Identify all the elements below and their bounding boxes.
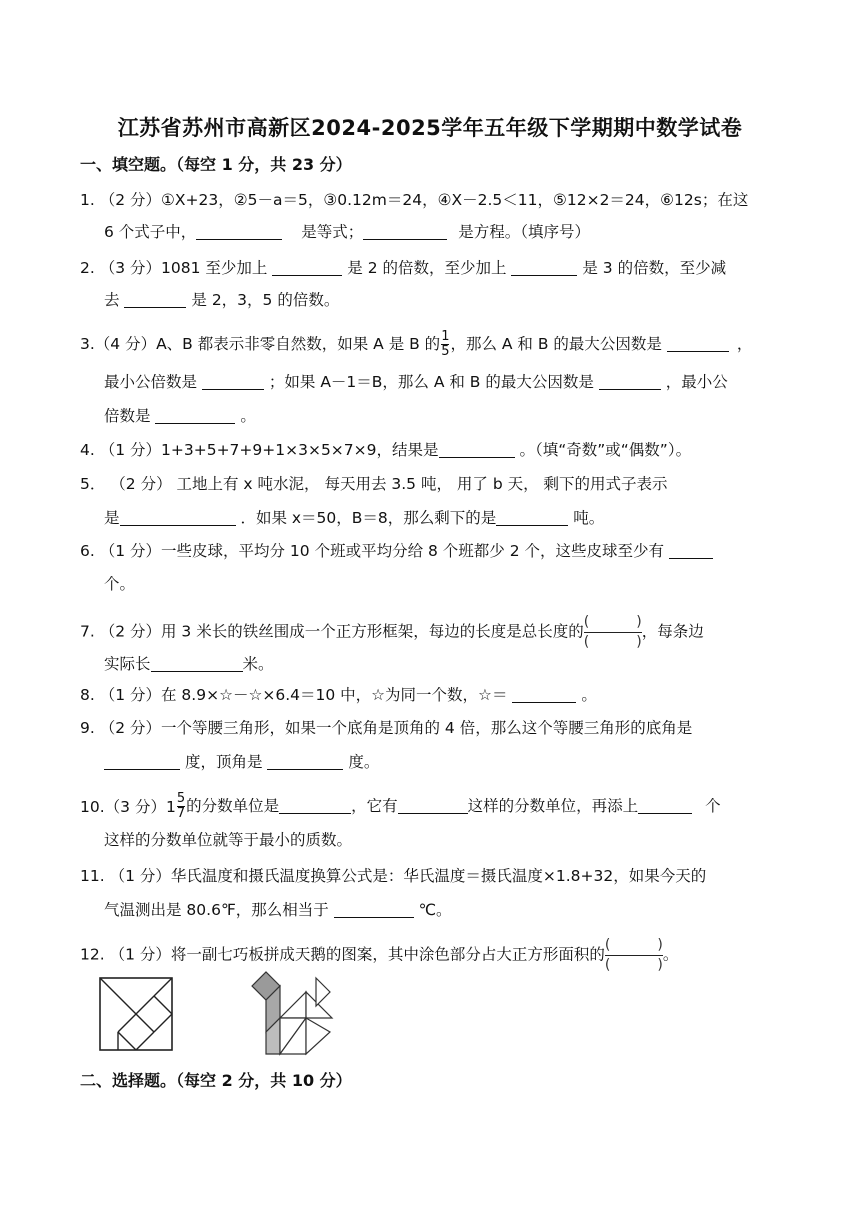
answer-blank[interactable] [151, 655, 243, 672]
question-11-line-1: 11. （1 分）华氏温度和摄氏温度换算公式是：华氏温度＝摄氏温度×1.8+32，如果今天的 [80, 867, 707, 885]
answer-blank[interactable] [398, 797, 468, 814]
question-1-line-1: 1. （2 分）①X+23，②5－a＝5，③0.12m＝24，④X－2.5＜11，⑤12×2＝24，⑥12s；在这 [80, 191, 749, 209]
tangram-swan-figure [246, 970, 346, 1058]
question-5-line-2: 是 ．如果 x＝50，B＝8，那么剩下的是 吨。 [104, 509, 605, 527]
answer-blank[interactable] [512, 686, 576, 703]
fraction-five-sevenths: $\frac{5}{7}$ [176, 791, 186, 821]
section-choice-heading: 二、选择题。（每空 2 分，共 10 分） [80, 1071, 352, 1090]
exam-title: 江苏省苏州市高新区2024-2025学年五年级下学期期中数学试卷 [117, 116, 743, 140]
section-fill-in-heading: 一、填空题。（每空 1 分，共 23 分） [80, 155, 352, 174]
answer-blank[interactable] [667, 335, 729, 352]
question-9-line-2: 度，顶角是 度。 [104, 752, 379, 772]
question-1-line-2: 6 个式子中， 是等式； 是方程。（填序号） [104, 223, 590, 241]
question-11-line-2: 气温测出是 80.6℉，那么相当于 ℃。 [104, 901, 452, 919]
question-2-line-1: 2. （3 分）1081 至少加上 是 2 的倍数，至少加上 是 3 的倍数，至少减 [80, 259, 727, 277]
question-6-line-2: 个。 [104, 575, 136, 593]
question-10-line-2: 这样的分数单位就等于最小的质数。 [104, 831, 353, 849]
answer-blank[interactable] [202, 373, 264, 390]
answer-blank[interactable] [196, 223, 282, 240]
question-4: 4. （1 分）1+3+5+7+9+1×3×5×7×9，结果是 。（填“奇数”或“偶数”）。 [80, 441, 692, 459]
question-7-line-2: 实际长 米。 [104, 655, 274, 673]
question-5-line-1: 5． （2 分） 工地上有 x 吨水泥， 每天用去 3.5 吨， 用了 b 天， 剩下的用式子表示 [80, 475, 668, 493]
question-7-line-1: 7. （2 分）用 3 米长的铁丝围成一个正方形框架，每边的长度是总长度的 ( ) ( ) ，每条边 [80, 614, 704, 650]
question-3-line-1: 3.（4 分）A、B 都表示非零自然数，如果 A 是 B 的 $\frac{1}{5}$ ，那么 A 和 B 的最大公因数是 ， [80, 329, 753, 359]
answer-blank[interactable] [669, 542, 713, 559]
question-10-line-1: 10.（3 分）1 $\frac{5}{7}$ 的分数单位是 ，它有 这样的分数单位，再添上 个 [80, 791, 721, 821]
question-3-line-2: 最小公倍数是 ；如果 A－1＝B，那么 A 和 B 的最大公因数是 ，最小公 [104, 373, 728, 391]
question-2-line-2: 去 是 2，3，5 的倍数。 [104, 291, 340, 309]
question-12: 12. （1 分）将一副七巧板拼成天鹅的图案，其中涂色部分占大正方形面积的 ( ) ( ) 。 [80, 937, 679, 973]
answer-blank[interactable] [439, 441, 515, 458]
answer-blank[interactable] [267, 753, 343, 770]
answer-blank[interactable] [272, 259, 342, 276]
fraction-one-fifth: $\frac{1}{5}$ [441, 329, 450, 359]
answer-blank[interactable] [124, 291, 186, 308]
question-6-line-1: 6. （1 分）一些皮球，平均分 10 个班或平均分给 8 个班都少 2 个，这些皮球至少有 [80, 541, 713, 561]
fraction-blank[interactable]: ( ) ( ) [583, 614, 642, 650]
answer-blank[interactable] [496, 509, 568, 526]
answer-blank[interactable] [511, 259, 577, 276]
answer-blank[interactable] [334, 901, 414, 918]
answer-blank[interactable] [638, 797, 692, 814]
answer-blank[interactable] [363, 223, 447, 240]
answer-blank[interactable] [599, 373, 661, 390]
question-8: 8. （1 分）在 8.9×☆－☆×6.4＝10 中，☆为同一个数，☆＝ 。 [80, 686, 597, 704]
answer-blank[interactable] [155, 407, 235, 424]
tangram-square-figure [98, 976, 174, 1052]
answer-blank[interactable] [104, 753, 180, 770]
answer-blank[interactable] [279, 797, 351, 814]
answer-blank[interactable] [120, 509, 236, 526]
fraction-blank[interactable]: ( ) ( ) [604, 937, 663, 973]
question-3-line-3: 倍数是 。 [104, 407, 256, 425]
question-9-line-1: 9. （2 分）一个等腰三角形，如果一个底角是顶角的 4 倍，那么这个等腰三角形的底角是 [80, 719, 693, 737]
